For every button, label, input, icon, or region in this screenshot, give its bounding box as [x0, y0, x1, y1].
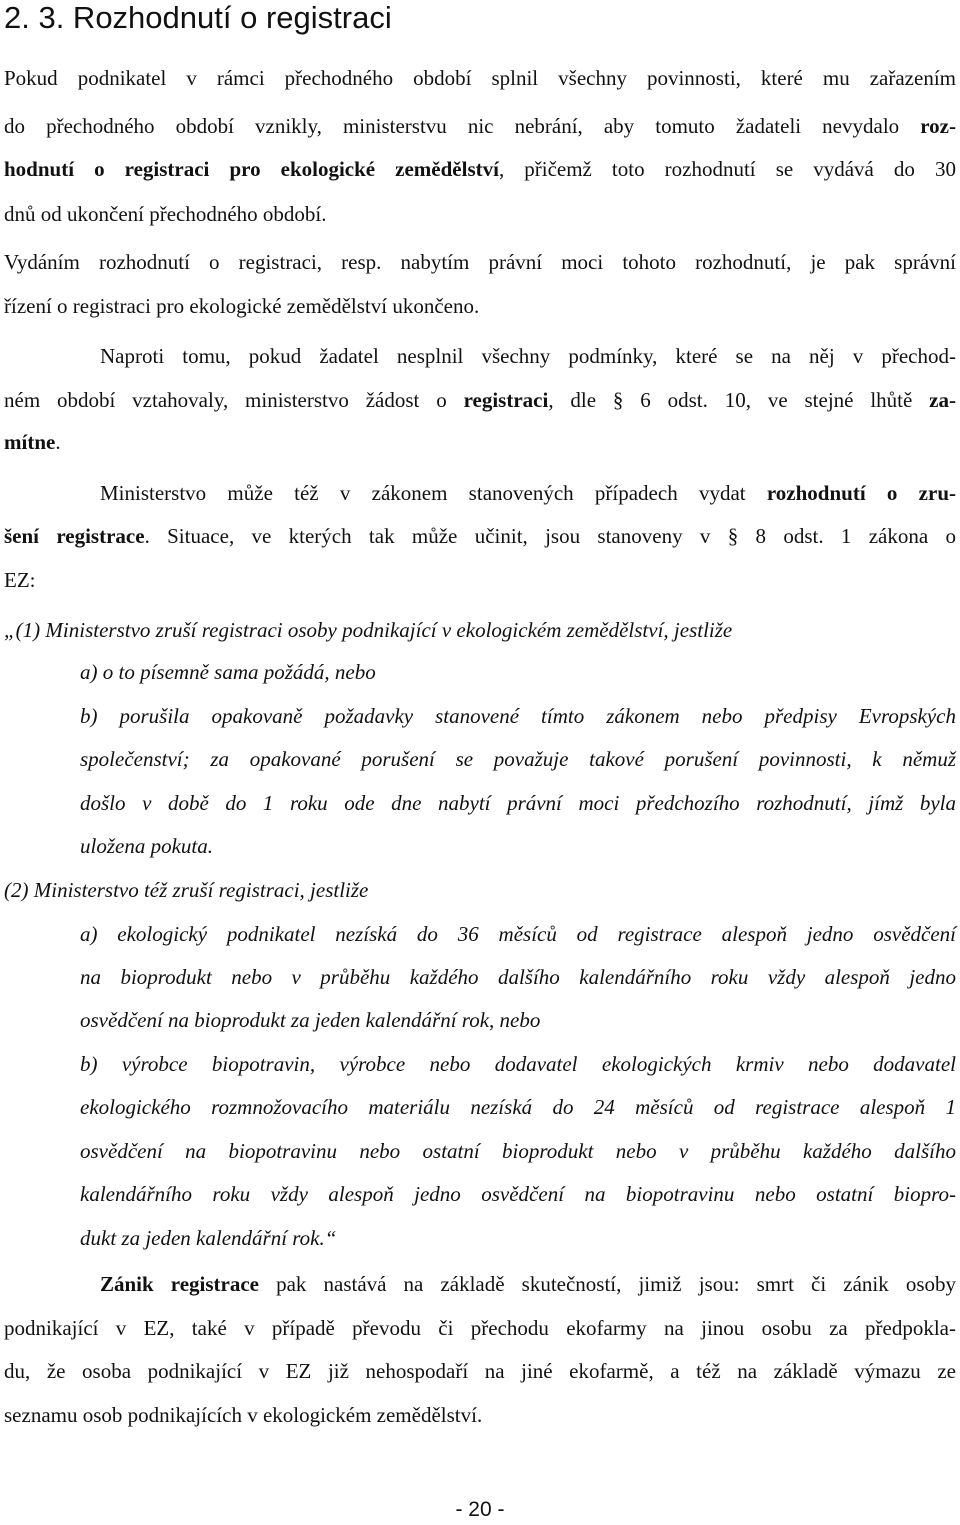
paragraph-5-line-3: du, že osoba podnikající v EZ již nehospodaří na jiné ekofarmě, a též na základě výmazu ze [4, 1359, 956, 1383]
paragraph-3-line-2: ném období vztahovaly, ministerstvo žádost o registraci, dle § 6 odst. 10, ve stejné lhůtě za- [4, 388, 956, 412]
paragraph-1-line-2: do přechodného období vznikly, ministerstvu nic nebrání, aby tomuto žadateli nevydalo roz- [4, 114, 956, 138]
paragraph-5-line-2: podnikající v EZ, také v případě převodu či přechodu ekofarmy na jinou osobu za předpokla- [4, 1316, 956, 1340]
bold-term: za- [929, 388, 956, 412]
quote-section-2-item-a-line-2: na bioprodukt nebo v průběhu každého dalšího kalendářního roku vždy alespoň jedno [80, 965, 956, 989]
quote-section-2-item-b-line-1: b) výrobce biopotravin, výrobce nebo dodavatel ekologických krmiv nebo dodavatel [80, 1052, 956, 1076]
paragraph-1-line-1: Pokud podnikatel v rámci přechodného období splnil všechny povinnosti, které mu zařazením [4, 66, 956, 90]
quote-section-1-item-b-line-1: b) porušila opakovaně požadavky stanovené tímto zákonem nebo předpisy Evropských [80, 704, 956, 728]
bold-term: rozhodnutí o zru- [766, 481, 956, 505]
quote-section-1-item-a: a) o to písemně sama požádá, nebo [80, 660, 376, 684]
section-heading: 2. 3. Rozhodnutí o registraci [4, 0, 392, 35]
page-number: - 20 - [455, 1498, 505, 1521]
paragraph-5-line-4: seznamu osob podnikajících v ekologickém zemědělství. [4, 1403, 483, 1427]
bold-term: hodnutí o registraci pro ekologické zemědělství [4, 157, 499, 181]
bold-term: šení registrace [4, 524, 145, 548]
quote-section-1-item-b-line-2: společenství; za opakované porušení se považuje takové porušení povinnosti, k němuž [80, 747, 956, 771]
paragraph-2-line-2: řízení o registraci pro ekologické zemědělství ukončeno. [4, 294, 480, 318]
quote-section-1-intro: „(1) Ministerstvo zruší registraci osoby podnikající v ekologickém zemědělství, jestliže [4, 618, 733, 642]
quote-section-2-intro: (2) Ministerstvo též zruší registraci, jestliže [4, 878, 369, 902]
quote-section-2-item-a-line-1: a) ekologický podnikatel nezíská do 36 měsíců od registrace alespoň jedno osvědčení [80, 922, 956, 946]
quote-section-2-item-b-line-2: ekologického rozmnožovacího materiálu nezíská do 24 měsíců od registrace alespoň 1 [80, 1095, 956, 1119]
bold-term: registraci [463, 388, 549, 412]
paragraph-1-line-4: dnů od ukončení přechodného období. [4, 202, 327, 226]
bold-term: roz- [920, 114, 956, 138]
paragraph-4-line-3: EZ: [4, 568, 36, 592]
paragraph-4-line-1: Ministerstvo může též v zákonem stanovených případech vydat rozhodnutí o zru- [100, 481, 956, 505]
quote-section-2-item-a-line-3: osvědčení na bioprodukt za jeden kalendářní rok, nebo [80, 1008, 541, 1032]
quote-section-2-item-b-line-3: osvědčení na biopotravinu nebo ostatní bioprodukt nebo v průběhu každého dalšího [80, 1139, 956, 1163]
bold-term: Zánik registrace [100, 1272, 260, 1296]
quote-section-1-item-b-line-4: uložena pokuta. [80, 834, 213, 858]
paragraph-4-line-2: šení registrace. Situace, ve kterých tak může učinit, jsou stanoveny v § 8 odst. 1 zákona o [4, 524, 957, 548]
quote-section-2-item-b-line-5: dukt za jeden kalendářní rok.“ [80, 1226, 337, 1250]
bold-term: mítne [4, 430, 56, 454]
paragraph-5-line-1: Zánik registrace pak nastává na základě skutečností, jimiž jsou: smrt či zánik osoby [100, 1272, 956, 1296]
paragraph-3-line-3: mítne. [4, 430, 61, 454]
quote-section-1-item-b-line-3: došlo v době do 1 roku ode dne nabytí právní moci předchozího rozhodnutí, jímž byla [80, 791, 956, 815]
quote-section-2-item-b-line-4: kalendářního roku vždy alespoň jedno osvědčení na biopotravinu nebo ostatní biopro- [80, 1182, 956, 1206]
paragraph-3-line-1: Naproti tomu, pokud žadatel nesplnil všechny podmínky, které se na něj v přechod- [100, 344, 956, 368]
paragraph-2-line-1: Vydáním rozhodnutí o registraci, resp. nabytím právní moci tohoto rozhodnutí, je pak správní [4, 250, 956, 274]
paragraph-1-line-3: hodnutí o registraci pro ekologické zemědělství, přičemž toto rozhodnutí se vydává do 30 [4, 157, 956, 181]
